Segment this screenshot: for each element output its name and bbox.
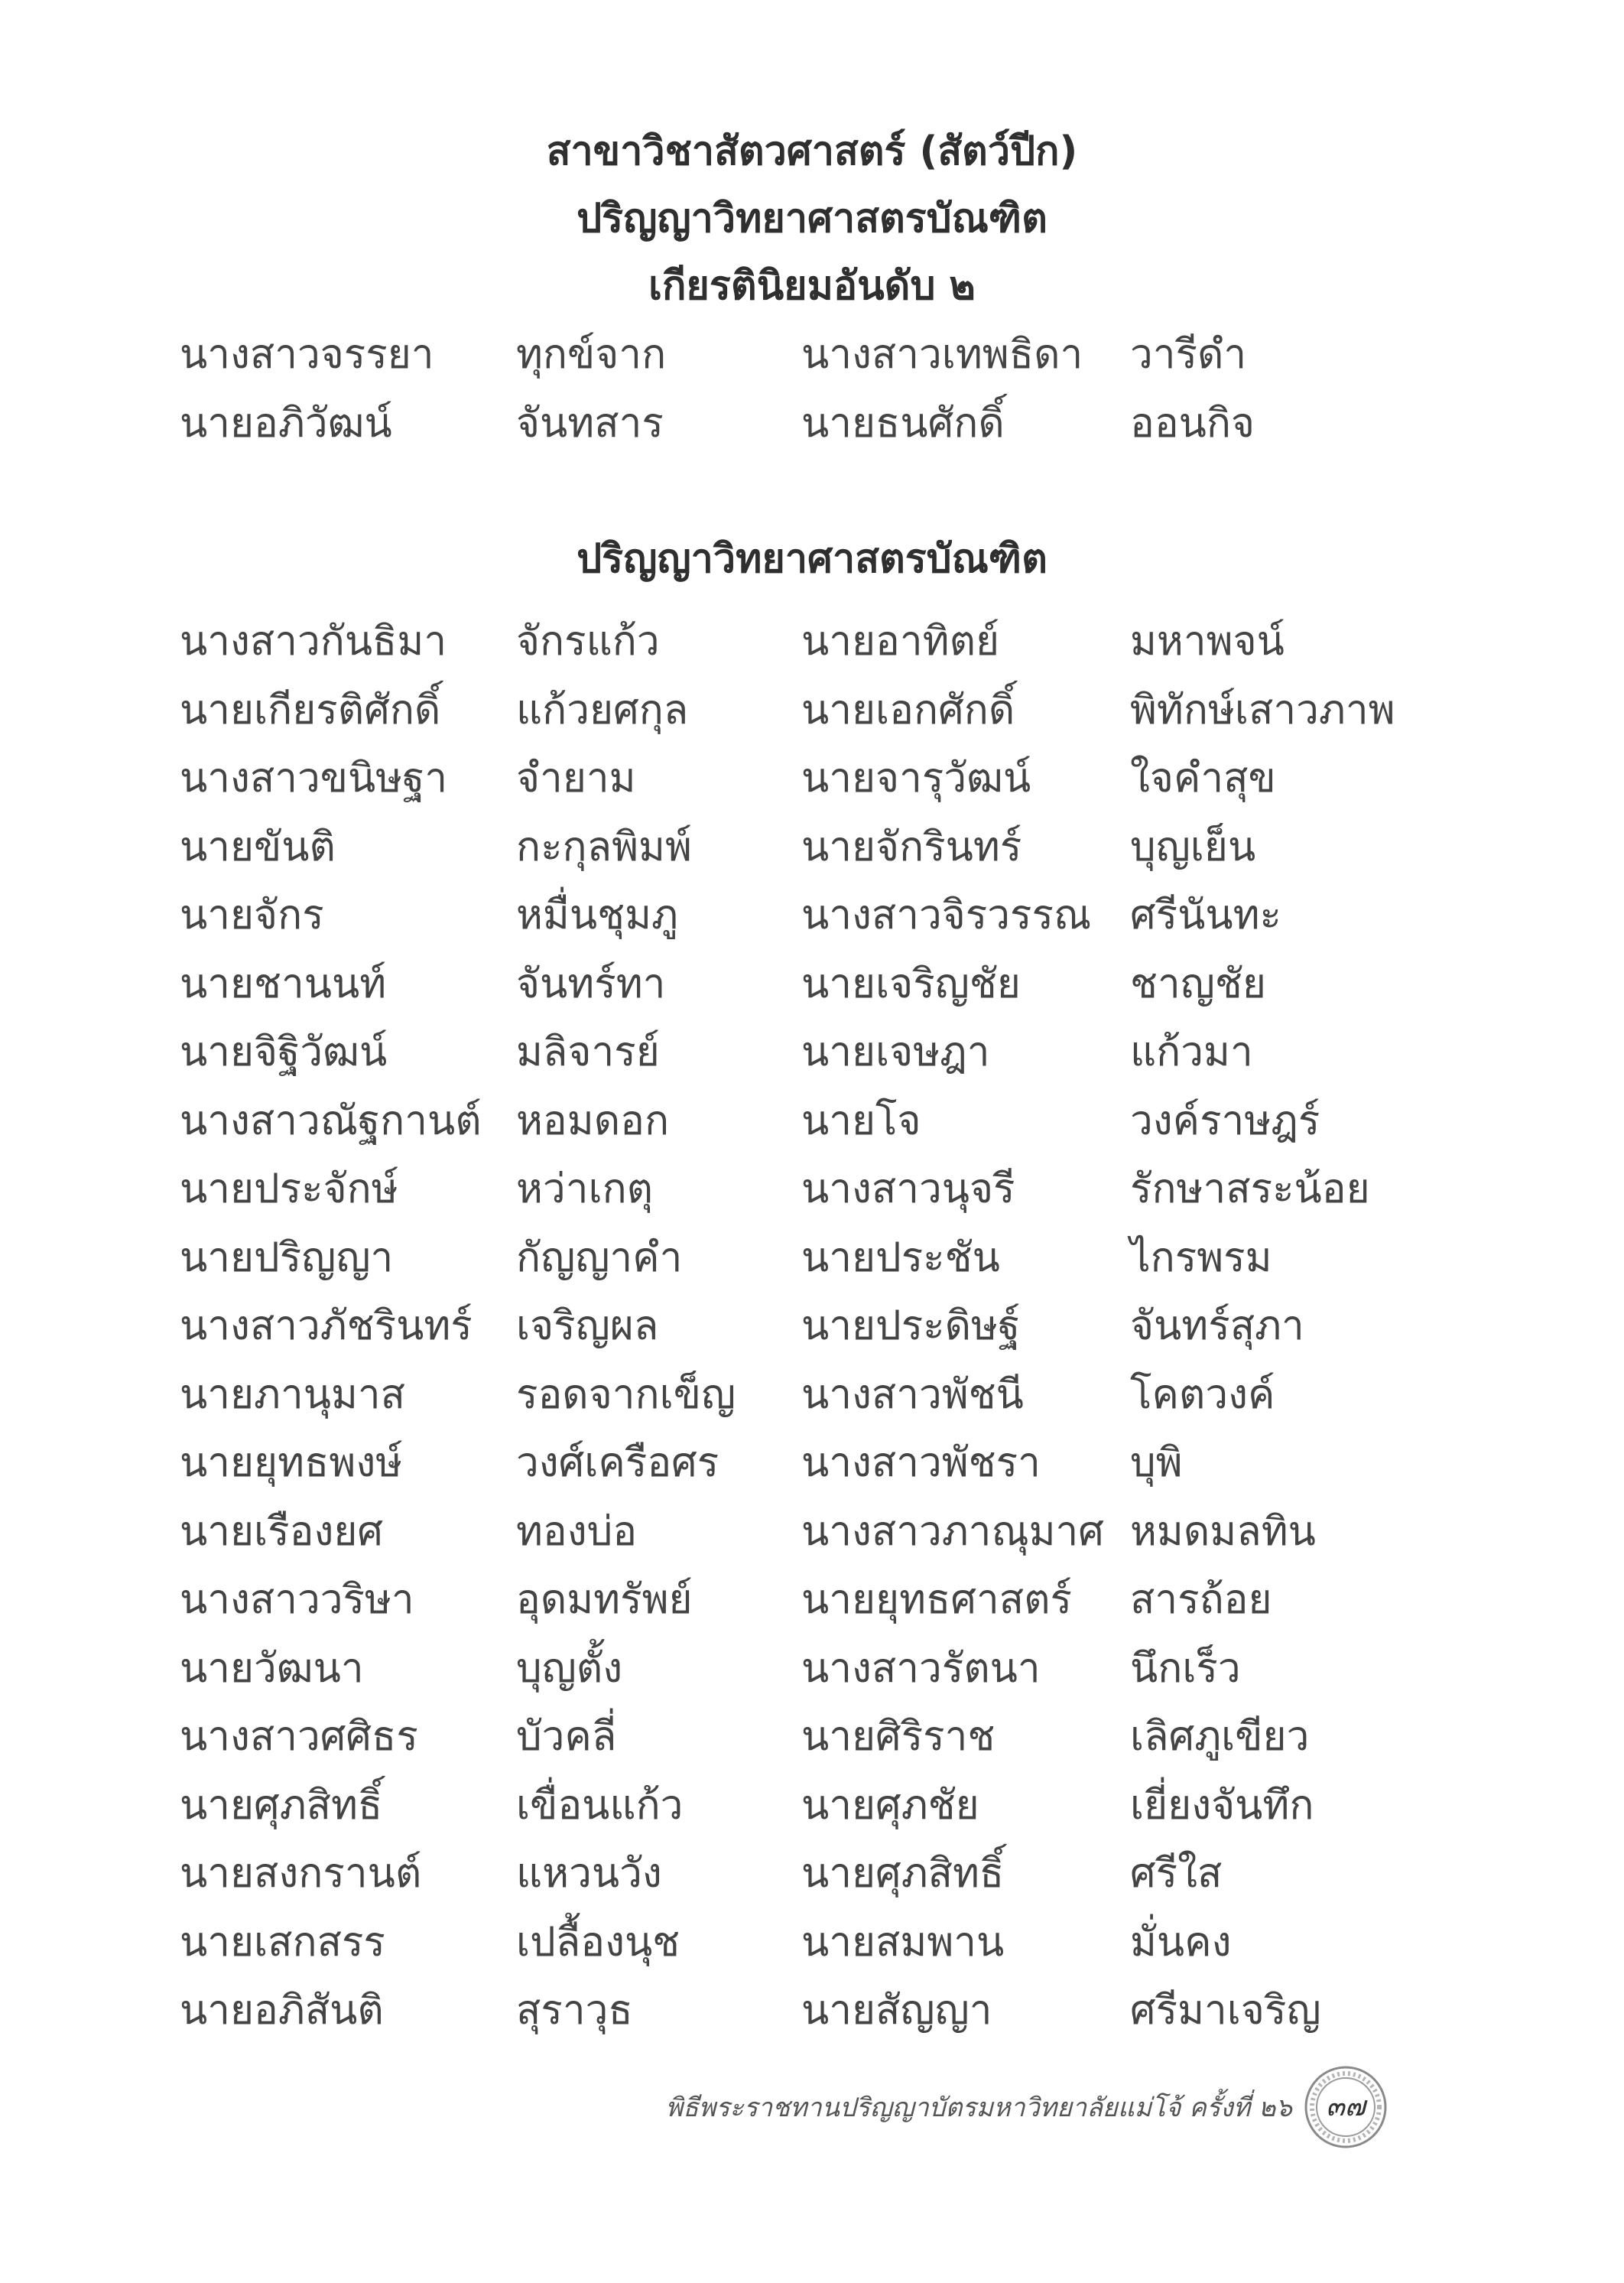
right-first-name: นางสาวนุจรี (801, 1166, 1015, 1212)
name-row (0, 1019, 1624, 1086)
left-first-name: นางสาวจรรยา (180, 331, 434, 378)
right-surname: วารีดำ (1130, 331, 1247, 378)
right-surname: ศรีนันทะ (1130, 892, 1281, 938)
page-number: ๓๗ (1326, 2091, 1366, 2122)
right-surname: พิทักษ์เสาวภาพ (1130, 686, 1395, 733)
name-row (0, 608, 1624, 675)
right-first-name: นายเจษฎา (801, 1029, 990, 1075)
left-surname: เปลื้องนุช (516, 1918, 680, 1966)
right-first-name: นางสาวพัชรา (801, 1439, 1041, 1486)
right-surname: ใจคำสุข (1130, 755, 1276, 802)
right-surname: มหาพจน์ (1130, 618, 1285, 665)
right-first-name: นางสาวจิรวรรณ (801, 892, 1092, 938)
right-surname: บุพิ (1130, 1439, 1183, 1486)
right-surname: เลิศภูเขียว (1130, 1713, 1310, 1760)
name-row (0, 677, 1624, 744)
left-first-name: นายอภิวัฒน์ (180, 400, 392, 447)
left-first-name: นางสาวณัฐกานต์ (180, 1097, 482, 1144)
right-surname: มั่นคง (1130, 1918, 1232, 1966)
left-first-name: นายประจักษ์ (180, 1166, 398, 1212)
left-surname: วงศ์เครือศร (516, 1439, 719, 1486)
right-first-name: นางสาวพัชนี (801, 1371, 1024, 1418)
left-first-name: นางสาวศศิธร (180, 1713, 418, 1760)
name-row (0, 1772, 1624, 1839)
right-first-name: นายธนศักดิ์ (801, 400, 1005, 447)
right-surname: แก้วมา (1130, 1029, 1253, 1075)
name-row (0, 1840, 1624, 1907)
left-surname: หว่าเกตุ (516, 1166, 654, 1212)
left-first-name: นายเกียรติศักดิ์ (180, 686, 441, 733)
name-row (0, 745, 1624, 812)
name-row (0, 1703, 1624, 1771)
right-first-name: นางสาวรัตนา (801, 1644, 1041, 1692)
name-row (0, 1293, 1624, 1360)
right-first-name: นายเจริญชัย (801, 960, 1021, 1007)
right-first-name: นายประดิษฐ์ (801, 1302, 1021, 1349)
left-first-name: นายเสกสรร (180, 1918, 385, 1966)
left-surname: ทุกข์จาก (516, 331, 667, 378)
left-surname: กัญญาคำ (516, 1234, 683, 1281)
university-seal-icon (1304, 2065, 1388, 2149)
right-surname: รักษาสระน้อย (1130, 1166, 1370, 1212)
left-surname: แหวนวัง (516, 1850, 662, 1897)
left-first-name: นางสาวขนิษฐา (180, 755, 448, 802)
left-first-name: นายศุภสิทธิ์ (180, 1781, 383, 1829)
right-first-name: นายโจ (801, 1097, 921, 1144)
left-surname: สุราวุธ (516, 1987, 633, 2034)
right-surname: ชาญชัย (1130, 960, 1266, 1007)
ceremony-footer: พิธีพระราชทานปริญญาบัตรมหาวิทยาลัยแม่โจ้ ครั้งที่ ๒๖ (665, 2093, 1292, 2123)
left-first-name: นางสาวกันธิมา (180, 618, 447, 665)
right-first-name: นายศุภสิทธิ์ (801, 1850, 1005, 1897)
right-first-name: นายศุภชัย (801, 1781, 979, 1829)
right-surname: หมดมลทิน (1130, 1507, 1316, 1555)
name-row (0, 1977, 1624, 2044)
right-first-name: นายสัญญา (801, 1987, 992, 2034)
left-surname: เจริญผล (516, 1302, 659, 1349)
left-first-name: นายชานนท์ (180, 960, 387, 1007)
name-row (0, 1566, 1624, 1634)
left-surname: กะกุลพิมพ์ (516, 823, 692, 870)
right-first-name: นางสาวภาณุมาศ (801, 1507, 1104, 1555)
right-surname: สารถ้อย (1130, 1576, 1272, 1623)
right-surname: เยี่ยงจันทึก (1130, 1781, 1314, 1829)
left-first-name: นายเรืองยศ (180, 1507, 384, 1555)
name-row (0, 1156, 1624, 1223)
left-surname: จันทสาร (516, 400, 664, 447)
left-surname: อุดมทรัพย์ (516, 1576, 693, 1623)
left-first-name: นายภานุมาส (180, 1371, 406, 1418)
left-surname: บุญตั้ง (516, 1644, 623, 1692)
left-surname: ทองบ่อ (516, 1507, 638, 1555)
name-row (0, 390, 1624, 457)
name-row (0, 1361, 1624, 1429)
left-first-name: นายวัฒนา (180, 1644, 364, 1692)
right-first-name: นางสาวเทพธิดา (801, 331, 1083, 378)
right-first-name: นายจารุวัฒน์ (801, 755, 1031, 802)
left-first-name: นายปริญญา (180, 1234, 394, 1281)
left-surname: บัวคลี่ (516, 1713, 617, 1760)
name-row (0, 1224, 1624, 1292)
name-row (0, 951, 1624, 1018)
right-first-name: นายศิริราช (801, 1713, 996, 1760)
name-row (0, 1498, 1624, 1566)
left-surname: รอดจากเข็ญ (516, 1371, 736, 1418)
name-row (0, 321, 1624, 389)
left-first-name: นายจิฐิวัฒน์ (180, 1029, 388, 1075)
right-surname: นึกเร็ว (1130, 1644, 1241, 1692)
left-first-name: นายจักร (180, 892, 324, 938)
department-heading: สาขาวิชาสัตวศาสตร์ (สัตว์ปีก) (546, 128, 1078, 174)
right-first-name: นายยุทธศาสตร์ (801, 1576, 1073, 1623)
degree-heading: ปริญญาวิทยาศาสตรบัณฑิต (577, 196, 1047, 242)
section2-degree-heading: ปริญญาวิทยาศาสตรบัณฑิต (577, 536, 1047, 582)
left-surname: หอมดอก (516, 1097, 670, 1144)
left-first-name: นายขันติ (180, 823, 336, 870)
right-first-name: นายจักรินทร์ (801, 823, 1022, 870)
name-row (0, 814, 1624, 881)
left-first-name: นายยุทธพงษ์ (180, 1439, 403, 1486)
name-row (0, 1429, 1624, 1497)
right-surname: โคตวงค์ (1130, 1371, 1275, 1418)
right-surname: วงค์ราษฎร์ (1130, 1097, 1320, 1144)
right-first-name: นายประชัน (801, 1234, 1000, 1281)
right-surname: ศรีใส (1130, 1850, 1223, 1897)
name-row (0, 1909, 1624, 1976)
left-first-name: นายอภิสันติ (180, 1987, 384, 2034)
left-surname: แก้วยศกุล (516, 686, 689, 733)
name-row (0, 1635, 1624, 1702)
name-row (0, 1088, 1624, 1155)
left-first-name: นางสาววริษา (180, 1576, 414, 1623)
name-row (0, 882, 1624, 949)
right-surname: จันทร์สุภา (1130, 1302, 1304, 1349)
left-first-name: นายสงกรานต์ (180, 1850, 422, 1897)
right-surname: ศรีมาเจริญ (1130, 1987, 1321, 2034)
right-surname: ออนกิจ (1130, 400, 1255, 447)
left-surname: มลิจารย์ (516, 1029, 660, 1075)
left-surname: เขื่อนแก้ว (516, 1781, 684, 1829)
left-surname: จันทร์ทา (516, 960, 666, 1007)
honors-heading: เกียรตินิยมอันดับ ๒ (648, 263, 976, 309)
left-surname: จักรแก้ว (516, 618, 660, 665)
right-first-name: นายอาทิตย์ (801, 618, 1000, 665)
left-surname: จำยาม (516, 755, 636, 802)
left-first-name: นางสาวภัชรินทร์ (180, 1302, 473, 1349)
left-surname: หมื่นชุมภู (516, 892, 678, 938)
right-surname: ไกรพรม (1130, 1234, 1272, 1281)
right-first-name: นายสมพาน (801, 1918, 1005, 1966)
right-surname: บุญเย็น (1130, 823, 1256, 870)
right-first-name: นายเอกศักดิ์ (801, 686, 1015, 733)
